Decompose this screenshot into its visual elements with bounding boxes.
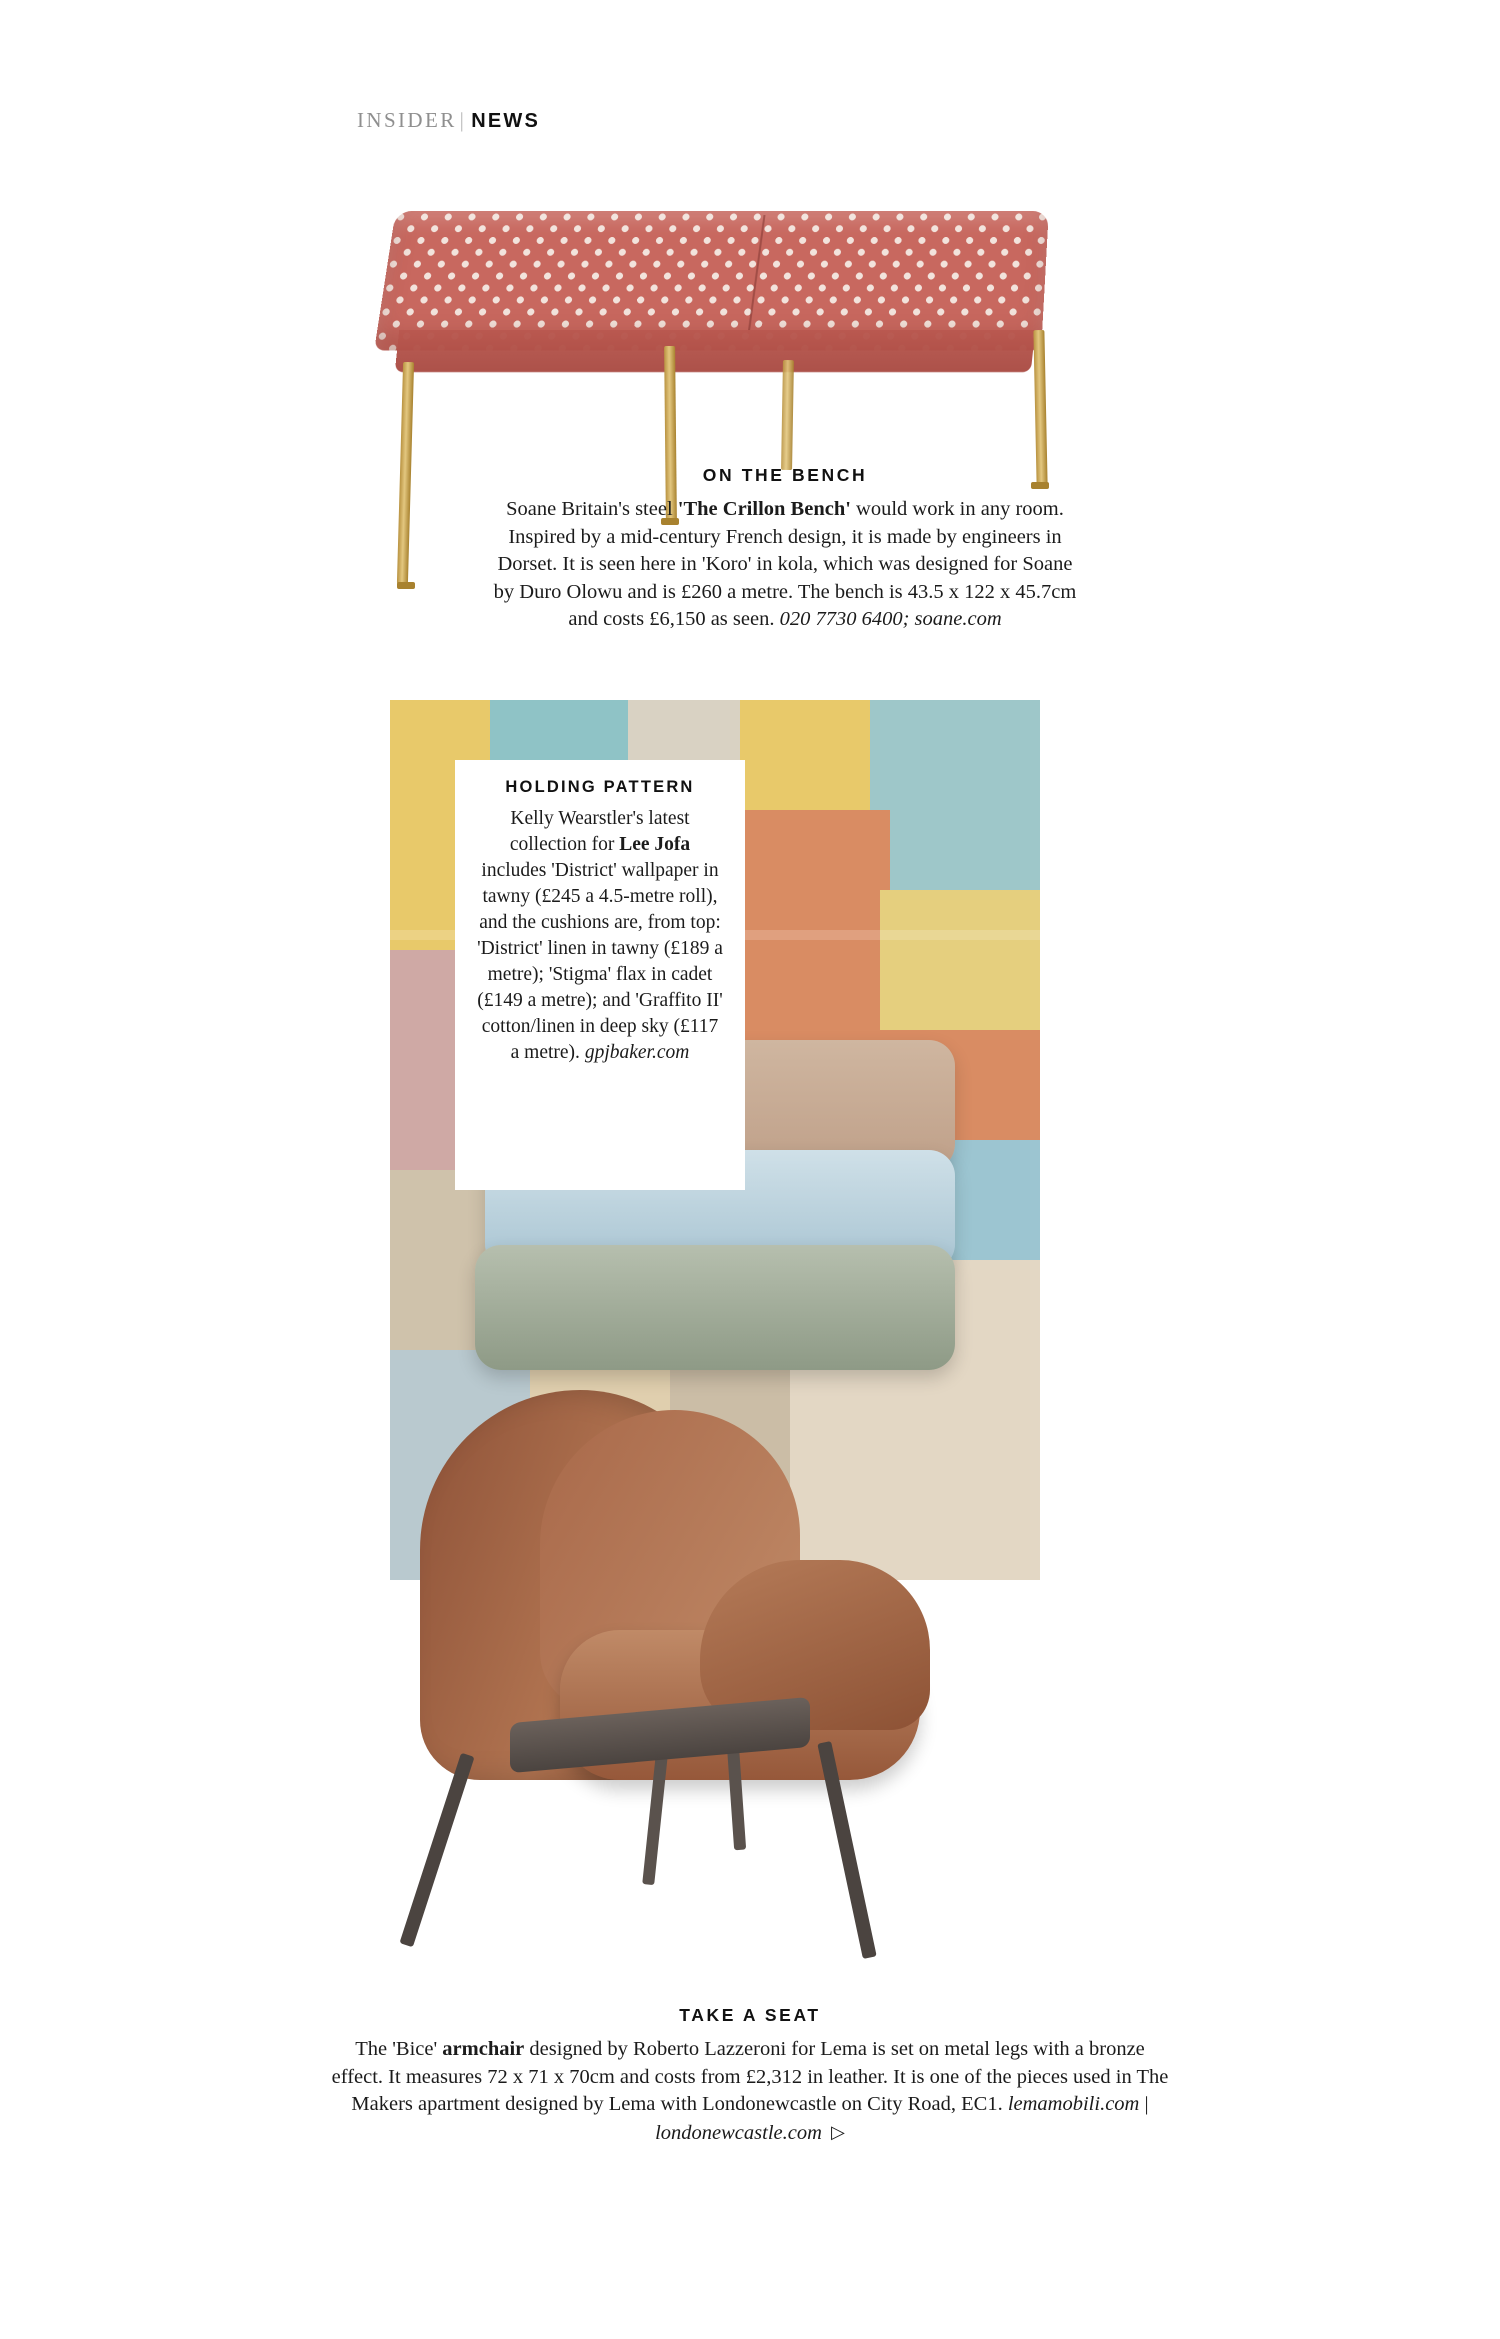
bench-skirt — [395, 330, 1035, 372]
bench-seam — [748, 215, 766, 334]
holding-pattern-title: HOLDING PATTERN — [505, 778, 695, 796]
breadcrumb-insider: INSIDER — [357, 108, 457, 132]
breadcrumb — [357, 108, 540, 133]
armchair-title: TAKE A SEAT — [679, 2005, 821, 2025]
wallpaper-shape-8 — [740, 810, 890, 1040]
breadcrumb-news: NEWS — [471, 110, 541, 132]
cushion-graffito-deep-sky — [475, 1245, 955, 1370]
bench-foot-1 — [397, 582, 415, 589]
bench-caption — [490, 465, 1080, 634]
bench-leg-front-left — [397, 362, 414, 584]
bench-leg-front-right — [781, 360, 794, 470]
holding-pattern-body: Kelly Wearstler's latest collection for Lee Jofa includes 'District' wallpaper in tawny (£245 a 4.5-metre roll), and the cushions are, from top: 'District' linen in tawny (£189 a metre); 'Stigma' flax in cadet (£149 a metre); and 'Graffito II' cotton/linen in deep sky (£117 a metre). gpjbaker.com — [477, 808, 723, 1063]
armchair-product-image — [400, 1380, 1060, 2030]
armchair-leg-front-left — [399, 1753, 474, 1948]
wallpaper-shape-4 — [740, 700, 890, 820]
bench-title: ON THE BENCH — [702, 465, 868, 485]
holding-pattern-caption — [455, 760, 745, 1190]
breadcrumb-separator: | — [459, 108, 467, 132]
bench-body: Soane Britain's steel 'The Crillon Bench' would work in any room. Inspired by a mid-century French design, it is made by engineers in Dorset. It is seen here in 'Koro' in kola, which was designed for Soane by Duro Olowu and is £260 a metre. The bench is 43.5 x 122 x 45.7cm and costs £6,150 as seen. 020 7730 6400; soane.com — [493, 498, 1077, 630]
wallpaper-shape-5 — [870, 700, 1040, 900]
bench-leg-back-right — [1033, 330, 1047, 485]
armchair-body: The 'Bice' armchair designed by Roberto Lazzeroni for Lema is set on metal legs with a bronze effect. It measures 72 x 71 x 70cm and costs from £2,312 in leather. It is one of the pieces used in The Makers apartment designed by Lema with Londonewcastle on City Road, EC1. lemamobili.com | londonewcastle.com ▷ — [331, 2038, 1169, 2144]
armchair-caption — [330, 2005, 1170, 2147]
